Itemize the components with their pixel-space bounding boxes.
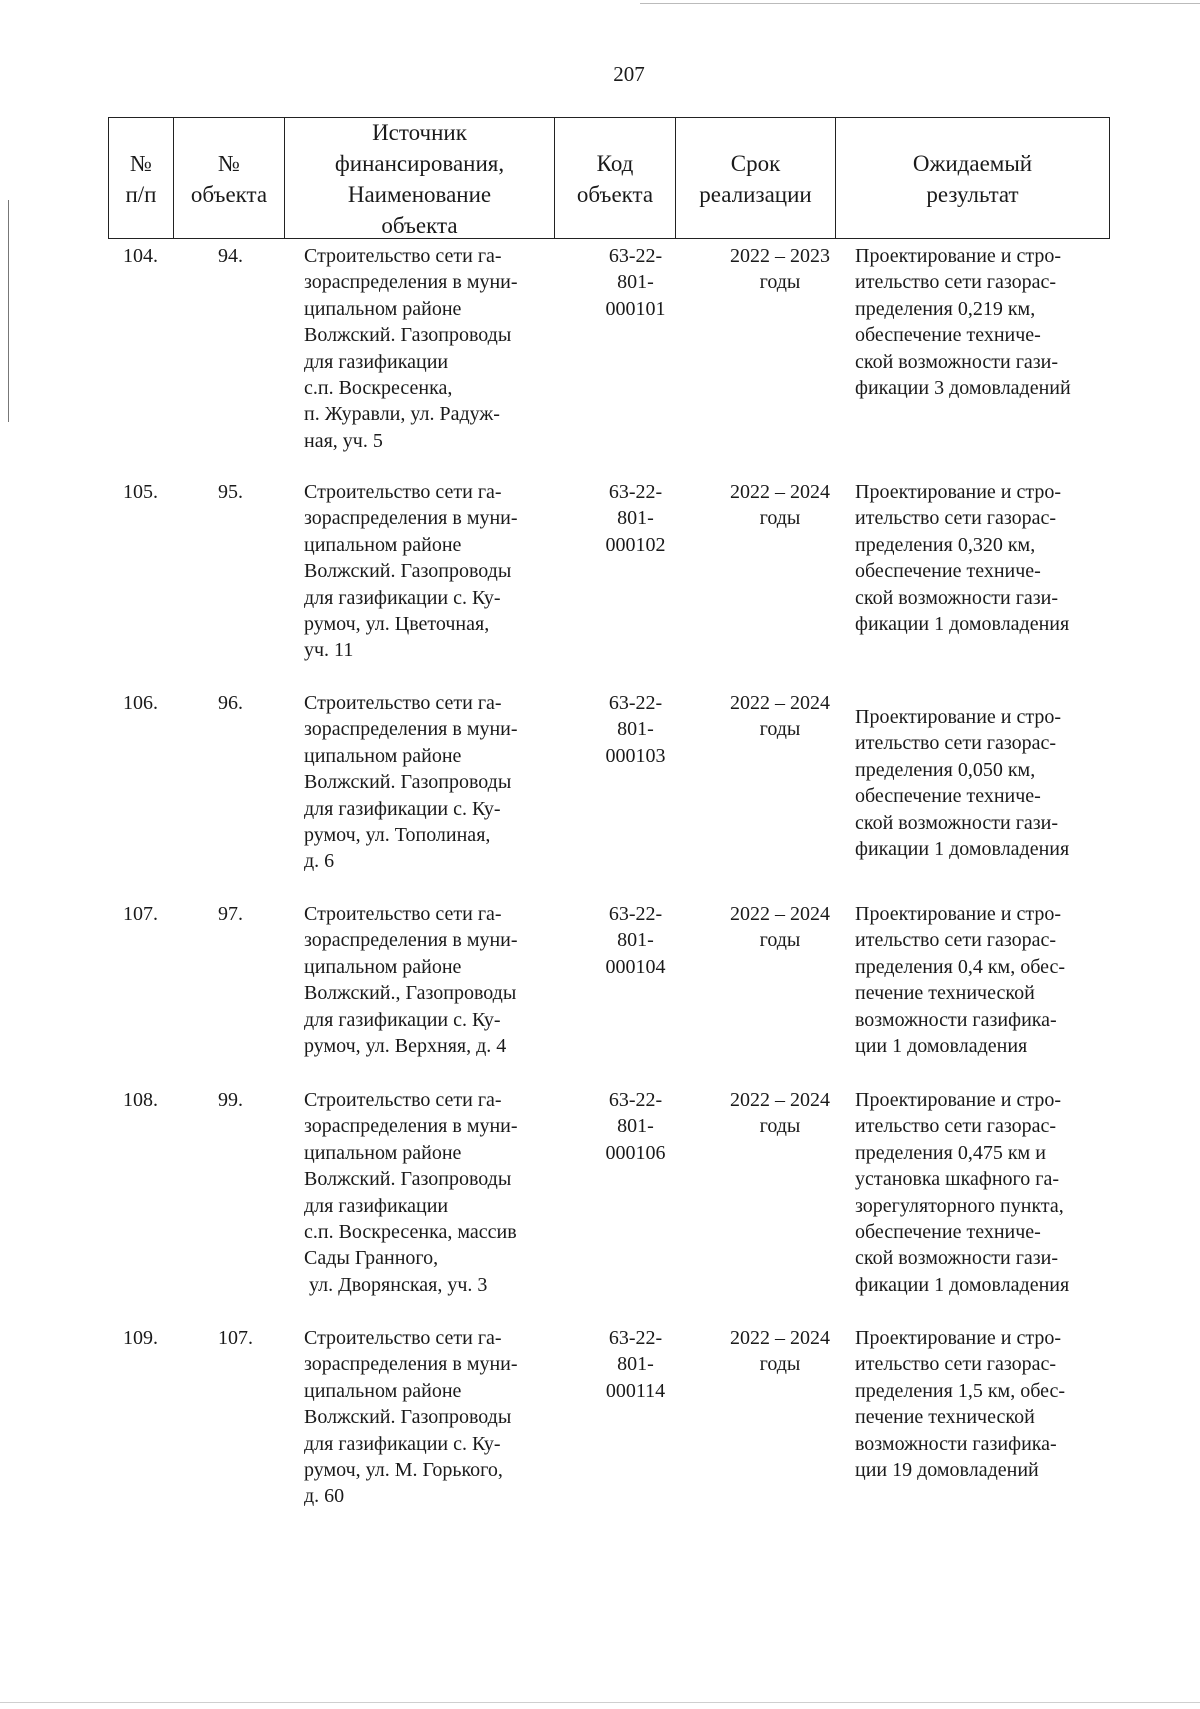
implementation-term [700,901,860,954]
text-line: пределения 0,219 км, [855,297,1036,320]
text-line: ципальном районе [304,744,462,767]
object-code [575,1087,696,1166]
object-number: 96. [218,692,243,714]
header-text: объекта [381,213,458,238]
row-number: 108. [123,1089,158,1111]
text-line: пределения 1,5 км, обес- [855,1379,1066,1402]
text-line: зораспределения в муни- [304,271,518,294]
scan-edge-left [8,200,9,422]
expected-result [855,1087,1115,1298]
text-line: 63-22- [608,1327,663,1349]
text-line: для газификации [304,350,449,373]
text-line: зораспределения в муни- [304,718,518,741]
text-line: Волжский. Газопроводы [304,324,512,347]
text-line: Волжский. Газопроводы [304,1168,512,1191]
expected-result [855,901,1115,1059]
text-line: для газификации с. Ку- [304,1432,501,1455]
text-line: ципальном районе [304,533,462,556]
expected-result [855,704,1115,862]
text-line: 63-22- [608,245,663,267]
text-line: 801- [617,1115,654,1138]
text-line: 2022 – 2024 [730,692,830,714]
text-line: с.п. Воскресенка, массив [304,1221,517,1244]
text-line: ципальном районе [304,1141,462,1164]
object-name [304,479,566,664]
text-line: для газификации [304,1194,449,1217]
text-line: годы [759,1115,801,1138]
text-line: ительство сети газорас- [855,271,1057,294]
header-text: объекта [190,182,268,207]
text-line: Проектирование и стро- [855,481,1062,503]
header-text: Срок [730,151,781,176]
header-text: Источник [372,120,467,145]
text-line: ная, уч. 5 [304,429,383,452]
text-line: годы [759,1353,801,1376]
header-col-term [676,118,836,238]
text-line: фикации 3 домовладений [855,377,1071,400]
object-name [304,901,566,1059]
text-line: ительство сети газорас- [855,1353,1057,1376]
row-number: 107. [123,903,158,925]
text-line: ции 19 домовладений [855,1459,1039,1482]
text-line: Проектирование и стро- [855,1327,1062,1349]
text-line: д. 60 [304,1485,345,1508]
header-text: Код [596,151,634,176]
text-line: ской возможности гази- [855,1247,1059,1270]
expected-result [855,243,1115,401]
object-code [575,479,696,558]
row-number: 109. [123,1327,158,1349]
text-line: Волжский. Газопроводы [304,771,512,794]
text-line: зорегуляторного пункта, [855,1194,1064,1217]
text-line: зораспределения в муни- [304,1115,518,1138]
header-col-code [555,118,676,238]
scan-edge-bottom [0,1702,1200,1703]
text-line: пределения 0,320 км, [855,533,1036,556]
header-col-obj [174,118,285,238]
text-line: Строительство сети га- [304,903,502,925]
text-line: Строительство сети га- [304,692,502,714]
text-line: Проектирование и стро- [855,245,1062,267]
text-line: Строительство сети га- [304,245,502,267]
text-line: ительство сети газорас- [855,1115,1057,1138]
text-line: 000103 [605,744,666,767]
text-line: ительство сети газорас- [855,732,1057,755]
row-number: 106. [123,692,158,714]
text-line: возможности газифика- [855,1008,1057,1031]
object-code [575,243,696,322]
scan-edge-top [640,3,1200,4]
text-line: 801- [617,507,654,530]
text-line: 801- [617,271,654,294]
text-line: зораспределения в муни- [304,1353,518,1376]
text-line: 2022 – 2024 [730,1327,830,1349]
header-col-result [836,118,1109,238]
text-line: уч. 11 [304,639,354,662]
text-line: Строительство сети га- [304,1327,502,1349]
text-line: ской возможности гази- [855,811,1059,834]
text-line: обеспечение техниче- [855,1221,1041,1244]
text-line: 000104 [605,955,666,978]
object-number: 99. [218,1089,243,1111]
object-code [575,901,696,980]
expected-result [855,1325,1115,1483]
text-line: годы [759,718,801,741]
text-line: Строительство сети га- [304,481,502,503]
row-number: 104. [123,245,158,267]
text-line: румоч, ул. М. Горького, [304,1459,503,1482]
text-line: 000102 [605,533,666,556]
object-number: 97. [218,903,243,925]
text-line: 801- [617,718,654,741]
object-number: 107. [218,1327,253,1349]
text-line: возможности газифика- [855,1432,1057,1455]
text-line: годы [759,271,801,294]
text-line: 000101 [605,297,666,320]
object-code [575,690,696,769]
implementation-term [700,1087,860,1140]
text-line: годы [759,929,801,952]
header-col-source [285,118,555,238]
header-text: объекта [576,182,654,207]
header-text: № [130,151,152,176]
object-name [304,1087,566,1298]
text-line: ул. Дворянская, уч. 3 [304,1273,488,1296]
page-number: 207 [613,62,645,86]
text-line: ципальном районе [304,955,462,978]
text-line: Сады Гранного, [304,1247,439,1270]
object-name [304,1325,566,1510]
text-line: установка шкафного га- [855,1168,1059,1191]
header-text: финансирования, [334,151,505,176]
text-line: Строительство сети га- [304,1089,502,1111]
text-line: ции 1 домовладения [855,1035,1028,1058]
implementation-term [700,1325,860,1378]
text-line: печение технической [855,1406,1035,1429]
row-number: 105. [123,481,158,503]
text-line: фикации 1 домовладения [855,613,1070,636]
text-line: 63-22- [608,481,663,503]
text-line: Волжский. Газопроводы [304,1406,512,1429]
header-text: № [218,151,240,176]
text-line: ципальном районе [304,297,462,320]
header-col-num [109,118,174,238]
text-line: Проектирование и стро- [855,903,1062,925]
text-line: 63-22- [608,903,663,925]
text-line: Волжский. Газопроводы [304,560,512,583]
text-line: румоч, ул. Цветочная, [304,613,490,636]
text-line: с.п. Воскресенка, [304,377,453,400]
text-line: для газификации с. Ку- [304,1008,501,1031]
text-line: ительство сети газорас- [855,507,1057,530]
text-line: д. 6 [304,850,335,873]
text-line: 2022 – 2024 [730,481,830,503]
text-line: Проектирование и стро- [855,706,1062,728]
header-text: реализации [699,182,812,207]
text-line: Волжский., Газопроводы [304,982,517,1005]
implementation-term [700,690,860,743]
header-text: п/п [125,182,157,207]
header-text: Наименование [347,182,492,207]
text-line: ительство сети газорас- [855,929,1057,952]
object-name [304,690,566,875]
text-line: для газификации с. Ку- [304,797,501,820]
text-line: пределения 0,050 км, [855,758,1036,781]
table-header [108,117,1110,239]
text-line: п. Журавли, ул. Радуж- [304,403,500,426]
text-line: обеспечение техниче- [855,785,1041,808]
text-line: ципальном районе [304,1379,462,1402]
text-line: для газификации с. Ку- [304,586,501,609]
text-line: годы [759,507,801,530]
text-line: фикации 1 домовладения [855,838,1070,861]
text-line: зораспределения в муни- [304,507,518,530]
object-number: 95. [218,481,243,503]
text-line: пределения 0,4 км, обес- [855,955,1066,978]
text-line: 000114 [605,1379,666,1402]
text-line: 63-22- [608,692,663,714]
text-line: румоч, ул. Тополиная, [304,824,491,847]
text-line: 63-22- [608,1089,663,1111]
object-name [304,243,566,454]
object-number: 94. [218,245,243,267]
text-line: 801- [617,1353,654,1376]
text-line: фикации 1 домовладения [855,1273,1070,1296]
text-line: печение технической [855,982,1035,1005]
header-text: Ожидаемый [912,151,1033,176]
text-line: 2022 – 2023 [730,245,830,267]
text-line: ской возможности гази- [855,586,1059,609]
text-line: румоч, ул. Верхняя, д. 4 [304,1035,507,1058]
header-text: результат [926,182,1019,207]
text-line: обеспечение техниче- [855,560,1041,583]
text-line: пределения 0,475 км и [855,1141,1046,1164]
text-line: 2022 – 2024 [730,903,830,925]
text-line: 2022 – 2024 [730,1089,830,1111]
implementation-term [700,479,860,532]
text-line: Проектирование и стро- [855,1089,1062,1111]
expected-result [855,479,1115,637]
text-line: зораспределения в муни- [304,929,518,952]
text-line: ской возможности гази- [855,350,1059,373]
text-line: 801- [617,929,654,952]
implementation-term [700,243,860,296]
text-line: 000106 [605,1141,666,1164]
object-code [575,1325,696,1404]
text-line: обеспечение техниче- [855,324,1041,347]
